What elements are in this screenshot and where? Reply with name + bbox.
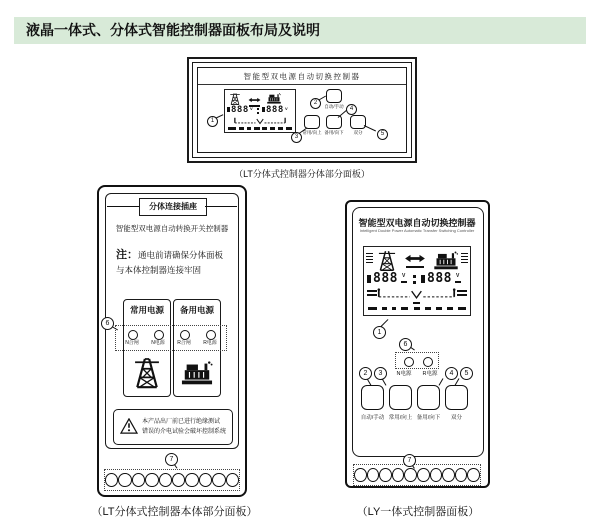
n-power-led (154, 330, 164, 340)
callout-3: 3 (291, 132, 302, 143)
callout-1: 1 (373, 326, 386, 339)
terminal-hole (404, 468, 417, 482)
callout-5: 5 (377, 129, 388, 140)
panel-face-title: 智能型双电源自动切换控制器 (198, 68, 406, 85)
lcd-annunciator (421, 275, 425, 283)
generator-icon (181, 360, 213, 386)
terminal-hole (159, 473, 172, 487)
lcd-annunciator-column (461, 251, 468, 265)
normal-up-label: 常用/向上 (388, 415, 413, 421)
transmission-tower-icon (377, 249, 397, 271)
r-power-label: R电源 (422, 371, 438, 377)
auto-manual-label: 自动/手动 (324, 104, 344, 109)
n-close-led (128, 330, 138, 340)
lcd-microtext (401, 281, 407, 283)
r-close-led (180, 330, 190, 340)
normal-power-header: 常用电源 (129, 305, 164, 315)
warning-triangle-icon (120, 418, 138, 434)
split-part-panel (187, 57, 417, 163)
reserve-down-label: 备用/向下 (416, 415, 441, 421)
terminal-hole (199, 473, 212, 487)
connector-line-left (107, 206, 139, 207)
led-indicator-box (395, 352, 439, 369)
callout-6: 6 (101, 317, 114, 330)
n-power-label: N电源 (396, 371, 412, 377)
auto-manual-button (326, 89, 342, 103)
lcd-right-voltage: 888 (266, 105, 284, 115)
callout-2: 2 (359, 367, 372, 380)
lcd-display (363, 246, 471, 316)
r-power-label: R电源 (203, 340, 217, 346)
split-connector-socket: 分体连接插座 (139, 198, 207, 216)
callout-3: 3 (374, 367, 387, 380)
transfer-switch-diagram (373, 288, 460, 300)
lcd-colon (257, 108, 259, 110)
warning-box (113, 409, 233, 445)
terminal-strip (353, 464, 481, 486)
generator-icon (266, 93, 282, 104)
lcd-annunciator (262, 107, 265, 112)
reserve-down-label: 备用/向下 (324, 130, 344, 135)
generator-icon (432, 251, 460, 270)
lcd-right-unit: V (456, 273, 460, 279)
panel-bezel (192, 62, 412, 158)
split-part-caption: （LT分体式控制器分体部分面板） (234, 169, 370, 179)
terminal-hole (379, 468, 392, 482)
ly-panel-title: 智能型双电源自动切换控制器 (358, 218, 476, 228)
warning-line-2: 错误的介电试验会破坏控制系统 (142, 428, 227, 435)
lcd-right-unit: V (285, 106, 288, 111)
transmission-tower-icon (134, 354, 160, 390)
ly-panel-caption: （LY一体式控制器面板） (356, 506, 480, 518)
terminal-hole (455, 468, 468, 482)
callout-6: 6 (399, 338, 412, 351)
callout-1: 1 (207, 116, 218, 127)
caution-note-prefix: 注： (116, 249, 138, 261)
transmission-tower-icon (229, 92, 241, 105)
terminal-hole (226, 473, 239, 487)
terminal-hole (132, 473, 145, 487)
auto-manual-button (361, 385, 384, 410)
lcd-left-voltage: 888 (231, 105, 249, 115)
transfer-arrows-icon (404, 254, 426, 263)
lcd-annunciator-column (366, 251, 373, 265)
terminal-hole (392, 468, 405, 482)
terminal-hole (212, 473, 225, 487)
terminal-hole (118, 473, 131, 487)
callout-2: 2 (310, 98, 321, 109)
r-close-label: R合闸 (177, 340, 191, 346)
panel-face (197, 67, 407, 153)
lcd-microtext (455, 281, 461, 283)
lcd-colon (413, 275, 416, 278)
r-power-led (206, 330, 216, 340)
double-off-label: 双分 (353, 130, 363, 135)
lcd-colon (257, 112, 259, 114)
n-power-label: N电源 (151, 340, 165, 346)
lcd-left-unit: V (250, 106, 253, 111)
double-off-button (445, 385, 468, 410)
connector-line-right (205, 206, 237, 207)
warning-text (142, 418, 228, 437)
double-off-button (350, 115, 366, 129)
ly-panel-subtitle: Intelligent Double Power Automatic Transfer Switching Controller (359, 228, 475, 233)
terminal-hole (185, 473, 198, 487)
n-close-label: N合闸 (125, 340, 139, 346)
callout-5: 5 (460, 367, 473, 380)
lcd-display (224, 89, 296, 133)
ly-panel (345, 200, 490, 488)
lcd-annunciator (367, 275, 371, 283)
callout-7: 7 (403, 454, 416, 467)
lcd-colon (413, 281, 416, 284)
n-power-led (404, 357, 414, 367)
auto-manual-label: 自动/手动 (360, 415, 385, 421)
section-title-bar (14, 17, 586, 44)
lcd-status-labels (368, 307, 466, 310)
caution-note-text: 通电前请确保分体面板与本体控制器连接牢固 (116, 250, 224, 275)
transfer-arrows-icon (248, 97, 261, 103)
body-panel-title: 智能型双电源自动转换开关控制器 (115, 224, 229, 233)
lcd-microtext (413, 302, 420, 304)
body-part-caption: （LT分体式控制器本体部分面板） (91, 506, 258, 518)
warning-line-1: 本产品出厂前已进行绝缘测试 (142, 419, 221, 425)
terminal-hole (145, 473, 158, 487)
reserve-down-button (326, 115, 342, 129)
page-title: 液晶一体式、分体式智能控制器面板布局及说明 (26, 22, 320, 38)
terminal-hole (172, 473, 185, 487)
callout-4: 4 (445, 367, 458, 380)
lcd-status-labels (228, 127, 292, 130)
double-off-label: 双分 (450, 415, 462, 421)
lcd-right-voltage: 888 (427, 271, 452, 286)
body-part-panel (97, 185, 247, 497)
callout-4: 4 (346, 104, 357, 115)
lcd-left-unit: V (402, 273, 406, 279)
caution-note (116, 247, 228, 276)
lcd-left-voltage: 888 (373, 271, 398, 286)
reserve-down-button (417, 385, 440, 410)
led-indicator-strip (115, 325, 227, 351)
terminal-hole (367, 468, 380, 482)
terminal-hole (467, 468, 480, 482)
normal-up-label: 常用/向上 (302, 130, 322, 135)
callout-7: 7 (165, 453, 178, 466)
terminal-hole (105, 473, 118, 487)
terminal-hole (430, 468, 443, 482)
lcd-microtext (406, 266, 424, 268)
terminal-strip (104, 469, 240, 491)
normal-up-button (389, 385, 412, 410)
reserve-power-header: 备用电源 (179, 305, 214, 315)
terminal-hole (354, 468, 367, 482)
transfer-switch-diagram (231, 117, 289, 125)
lcd-annunciator (227, 107, 230, 112)
terminal-hole (417, 468, 430, 482)
terminal-hole (442, 468, 455, 482)
r-power-led (423, 357, 433, 367)
